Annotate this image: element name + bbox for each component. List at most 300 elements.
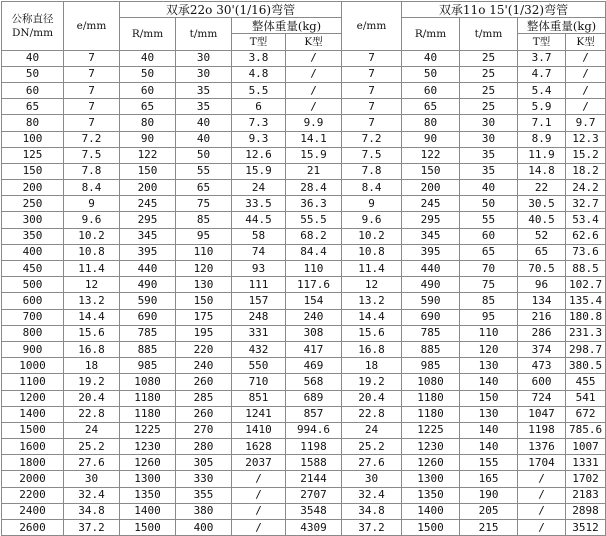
cell-weight-t-2: 134 (518, 293, 566, 309)
cell-r: 1225 (120, 422, 176, 438)
cell-weight-k-2: 9.7 (566, 115, 606, 131)
table-row (2, 374, 606, 390)
cell-weight-t-2: 70.5 (518, 261, 566, 277)
cell-weight-k: 55.5 (286, 212, 342, 228)
cell-weight-t-2: 4.7 (518, 66, 566, 82)
cell-weight-k-2: / (566, 50, 606, 66)
header-k-type-2: K型 (566, 34, 606, 50)
cell-dn: 65 (2, 99, 64, 115)
table-row (2, 471, 606, 487)
cell-t: 75 (176, 196, 232, 212)
cell-weight-k: 689 (286, 390, 342, 406)
cell-r-2: 150 (402, 163, 460, 179)
cell-r-2: 1230 (402, 439, 460, 455)
cell-t-2: 110 (460, 325, 518, 341)
cell-weight-k: 110 (286, 261, 342, 277)
cell-r: 885 (120, 341, 176, 357)
cell-dn: 1100 (2, 374, 64, 390)
header-t-mm: t/mm (176, 18, 232, 50)
cell-weight-t-2: / (518, 520, 566, 536)
cell-e: 34.8 (64, 503, 120, 519)
cell-dn: 1500 (2, 422, 64, 438)
cell-e-2: 7 (342, 50, 402, 66)
cell-dn: 2600 (2, 520, 64, 536)
header-e-mm-2: e/mm (342, 2, 402, 51)
cell-r-2: 1180 (402, 406, 460, 422)
cell-r-2: 295 (402, 212, 460, 228)
cell-weight-k-2: / (566, 99, 606, 115)
cell-t: 40 (176, 131, 232, 147)
table-row (2, 520, 606, 536)
cell-e: 7 (64, 82, 120, 98)
cell-weight-k: / (286, 82, 342, 98)
cell-weight-k-2: 73.6 (566, 244, 606, 260)
cell-e-2: 13.2 (342, 293, 402, 309)
table-row (2, 277, 606, 293)
table-row (2, 261, 606, 277)
cell-r: 80 (120, 115, 176, 131)
cell-dn: 1400 (2, 406, 64, 422)
cell-r-2: 1500 (402, 520, 460, 536)
cell-e-2: 12 (342, 277, 402, 293)
cell-t: 65 (176, 180, 232, 196)
cell-r: 40 (120, 50, 176, 66)
cell-t-2: 35 (460, 147, 518, 163)
table-row (2, 309, 606, 325)
cell-weight-t-2: 5.4 (518, 82, 566, 98)
cell-dn: 100 (2, 131, 64, 147)
cell-weight-k-2: 62.6 (566, 228, 606, 244)
cell-weight-k-2: 541 (566, 390, 606, 406)
cell-weight-t-2: 3.7 (518, 50, 566, 66)
cell-weight-t-2: 96 (518, 277, 566, 293)
cell-r: 1180 (120, 406, 176, 422)
cell-dn: 700 (2, 309, 64, 325)
cell-weight-t: 432 (232, 341, 286, 357)
cell-r-2: 1080 (402, 374, 460, 390)
cell-weight-k: / (286, 99, 342, 115)
table-row (2, 422, 606, 438)
cell-e-2: 7.2 (342, 131, 402, 147)
cell-dn: 350 (2, 228, 64, 244)
cell-weight-t: 7.3 (232, 115, 286, 131)
cell-e: 7 (64, 115, 120, 131)
cell-weight-t-2: 5.9 (518, 99, 566, 115)
cell-r-2: 785 (402, 325, 460, 341)
cell-weight-t: 4.8 (232, 66, 286, 82)
cell-r-2: 90 (402, 131, 460, 147)
cell-weight-k-2: 102.7 (566, 277, 606, 293)
cell-weight-t: 1628 (232, 439, 286, 455)
header-e-mm: e/mm (64, 2, 120, 51)
bend-pipe-spec-table (1, 1, 606, 536)
cell-e: 8.4 (64, 180, 120, 196)
cell-e-2: 14.4 (342, 309, 402, 325)
cell-weight-t-2: 11.9 (518, 147, 566, 163)
cell-weight-t-2: 8.9 (518, 131, 566, 147)
header-group-2: 双承11o 15'(1/32)弯管 (402, 2, 606, 18)
cell-dn: 450 (2, 261, 64, 277)
cell-t-2: 35 (460, 163, 518, 179)
cell-t: 40 (176, 115, 232, 131)
cell-r: 122 (120, 147, 176, 163)
cell-r: 150 (120, 163, 176, 179)
cell-r-2: 65 (402, 99, 460, 115)
cell-dn: 400 (2, 244, 64, 260)
cell-e: 12 (64, 277, 120, 293)
cell-weight-k-2: 298.7 (566, 341, 606, 357)
header-t-mm-2: t/mm (460, 18, 518, 50)
table-row (2, 196, 606, 212)
cell-e-2: 34.8 (342, 503, 402, 519)
cell-weight-t: 111 (232, 277, 286, 293)
cell-t-2: 60 (460, 228, 518, 244)
cell-weight-k-2: 18.2 (566, 163, 606, 179)
cell-t-2: 65 (460, 244, 518, 260)
cell-weight-t: 44.5 (232, 212, 286, 228)
cell-weight-k: 568 (286, 374, 342, 390)
cell-r-2: 1350 (402, 487, 460, 503)
cell-weight-k: 68.2 (286, 228, 342, 244)
cell-t: 175 (176, 309, 232, 325)
cell-weight-t-2: / (518, 487, 566, 503)
cell-weight-k-2: 455 (566, 374, 606, 390)
cell-r: 785 (120, 325, 176, 341)
cell-weight-t-2: 1704 (518, 455, 566, 471)
cell-weight-t: 12.6 (232, 147, 286, 163)
cell-weight-k: 1588 (286, 455, 342, 471)
cell-t-2: 130 (460, 406, 518, 422)
cell-t: 330 (176, 471, 232, 487)
cell-dn: 200 (2, 180, 64, 196)
cell-e: 14.4 (64, 309, 120, 325)
cell-t: 120 (176, 261, 232, 277)
cell-r: 345 (120, 228, 176, 244)
cell-weight-t-2: 286 (518, 325, 566, 341)
cell-weight-t: 331 (232, 325, 286, 341)
cell-r-2: 122 (402, 147, 460, 163)
cell-t-2: 165 (460, 471, 518, 487)
table-row (2, 439, 606, 455)
cell-e-2: 30 (342, 471, 402, 487)
cell-r: 200 (120, 180, 176, 196)
table-row (2, 293, 606, 309)
cell-r: 1400 (120, 503, 176, 519)
cell-e: 15.6 (64, 325, 120, 341)
cell-r-2: 50 (402, 66, 460, 82)
cell-t: 285 (176, 390, 232, 406)
cell-weight-t: 550 (232, 358, 286, 374)
cell-weight-k: 117.6 (286, 277, 342, 293)
cell-r: 1260 (120, 455, 176, 471)
cell-weight-t-2: 600 (518, 374, 566, 390)
cell-e-2: 20.4 (342, 390, 402, 406)
cell-dn: 600 (2, 293, 64, 309)
table-row (2, 487, 606, 503)
cell-r-2: 985 (402, 358, 460, 374)
cell-r: 50 (120, 66, 176, 82)
cell-e: 16.8 (64, 341, 120, 357)
cell-weight-k-2: 53.4 (566, 212, 606, 228)
cell-weight-t: / (232, 471, 286, 487)
cell-e: 7 (64, 66, 120, 82)
cell-weight-t-2: 1047 (518, 406, 566, 422)
cell-t: 240 (176, 358, 232, 374)
table-row (2, 115, 606, 131)
cell-weight-t: 3.8 (232, 50, 286, 66)
cell-t: 355 (176, 487, 232, 503)
cell-e: 10.8 (64, 244, 120, 260)
cell-e: 30 (64, 471, 120, 487)
cell-e: 7 (64, 50, 120, 66)
cell-t-2: 30 (460, 115, 518, 131)
cell-weight-k: 1198 (286, 439, 342, 455)
table-row (2, 82, 606, 98)
cell-weight-t-2: 14.8 (518, 163, 566, 179)
cell-e: 20.4 (64, 390, 120, 406)
cell-dn: 50 (2, 66, 64, 82)
cell-weight-t-2: / (518, 503, 566, 519)
cell-weight-k-2: 1331 (566, 455, 606, 471)
cell-e: 37.2 (64, 520, 120, 536)
cell-dn: 250 (2, 196, 64, 212)
cell-weight-t-2: 1376 (518, 439, 566, 455)
cell-e: 18 (64, 358, 120, 374)
cell-t: 130 (176, 277, 232, 293)
cell-weight-t: 15.9 (232, 163, 286, 179)
cell-e-2: 37.2 (342, 520, 402, 536)
cell-weight-t-2: 22 (518, 180, 566, 196)
cell-weight-t: 58 (232, 228, 286, 244)
cell-weight-k: 240 (286, 309, 342, 325)
header-weight-2: 整体重量(kg) (518, 18, 606, 34)
cell-weight-k: 4309 (286, 520, 342, 536)
cell-t-2: 95 (460, 309, 518, 325)
cell-dn: 125 (2, 147, 64, 163)
cell-weight-t-2: 7.1 (518, 115, 566, 131)
cell-e-2: 25.2 (342, 439, 402, 455)
cell-r-2: 40 (402, 50, 460, 66)
cell-weight-k-2: 672 (566, 406, 606, 422)
cell-r-2: 245 (402, 196, 460, 212)
cell-t-2: 85 (460, 293, 518, 309)
cell-weight-k: / (286, 66, 342, 82)
cell-weight-k: 14.1 (286, 131, 342, 147)
cell-e-2: 15.6 (342, 325, 402, 341)
table-row (2, 358, 606, 374)
cell-t: 305 (176, 455, 232, 471)
cell-weight-k-2: 2183 (566, 487, 606, 503)
cell-r: 985 (120, 358, 176, 374)
cell-dn: 60 (2, 82, 64, 98)
header-t-type: T型 (232, 34, 286, 50)
cell-e: 10.2 (64, 228, 120, 244)
cell-e-2: 27.6 (342, 455, 402, 471)
cell-e-2: 7.5 (342, 147, 402, 163)
header-t-type-2: T型 (518, 34, 566, 50)
cell-t-2: 25 (460, 99, 518, 115)
cell-weight-t: / (232, 487, 286, 503)
cell-e-2: 32.4 (342, 487, 402, 503)
cell-r: 590 (120, 293, 176, 309)
cell-r-2: 1180 (402, 390, 460, 406)
cell-r: 245 (120, 196, 176, 212)
header-group-1: 双承22o 30'(1/16)弯管 (120, 2, 342, 18)
cell-r-2: 200 (402, 180, 460, 196)
cell-t: 380 (176, 503, 232, 519)
cell-r-2: 490 (402, 277, 460, 293)
cell-weight-k: 9.9 (286, 115, 342, 131)
cell-weight-k: 28.4 (286, 180, 342, 196)
cell-t-2: 75 (460, 277, 518, 293)
cell-weight-t: 2037 (232, 455, 286, 471)
cell-weight-t-2: 40.5 (518, 212, 566, 228)
cell-t-2: 140 (460, 439, 518, 455)
cell-weight-k: 15.9 (286, 147, 342, 163)
cell-weight-k-2: 3512 (566, 520, 606, 536)
cell-weight-k: 154 (286, 293, 342, 309)
table-row (2, 341, 606, 357)
table-row (2, 325, 606, 341)
cell-t: 95 (176, 228, 232, 244)
cell-e-2: 7.8 (342, 163, 402, 179)
cell-e-2: 10.8 (342, 244, 402, 260)
table-row (2, 99, 606, 115)
cell-e: 7.2 (64, 131, 120, 147)
cell-e-2: 7 (342, 66, 402, 82)
cell-e-2: 24 (342, 422, 402, 438)
cell-weight-t: 5.5 (232, 82, 286, 98)
table-row (2, 66, 606, 82)
cell-e: 9 (64, 196, 120, 212)
header-r-mm: R/mm (120, 18, 176, 50)
cell-weight-k: 857 (286, 406, 342, 422)
cell-r: 1350 (120, 487, 176, 503)
table-row (2, 455, 606, 471)
table-row (2, 50, 606, 66)
cell-weight-t-2: 724 (518, 390, 566, 406)
cell-r: 65 (120, 99, 176, 115)
cell-e-2: 9 (342, 196, 402, 212)
cell-t-2: 25 (460, 50, 518, 66)
cell-weight-k: 2707 (286, 487, 342, 503)
cell-e: 9.6 (64, 212, 120, 228)
header-row-1 (2, 2, 606, 18)
cell-e: 25.2 (64, 439, 120, 455)
cell-e-2: 8.4 (342, 180, 402, 196)
cell-t-2: 30 (460, 131, 518, 147)
cell-e: 7.5 (64, 147, 120, 163)
cell-weight-k: 3548 (286, 503, 342, 519)
cell-dn: 2000 (2, 471, 64, 487)
cell-weight-k-2: 785.6 (566, 422, 606, 438)
cell-r-2: 1225 (402, 422, 460, 438)
cell-weight-t-2: 216 (518, 309, 566, 325)
cell-r-2: 345 (402, 228, 460, 244)
cell-weight-t-2: 374 (518, 341, 566, 357)
cell-t-2: 130 (460, 358, 518, 374)
cell-weight-k: 994.6 (286, 422, 342, 438)
cell-dn: 800 (2, 325, 64, 341)
cell-t: 280 (176, 439, 232, 455)
table-row (2, 390, 606, 406)
cell-t: 260 (176, 406, 232, 422)
cell-dn: 1600 (2, 439, 64, 455)
cell-r: 1500 (120, 520, 176, 536)
cell-r-2: 440 (402, 261, 460, 277)
cell-weight-t: 1241 (232, 406, 286, 422)
cell-weight-k-2: 24.2 (566, 180, 606, 196)
header-nominal-diameter-line1: 公称直径 (11, 12, 54, 25)
cell-weight-k: 21 (286, 163, 342, 179)
cell-e-2: 7 (342, 115, 402, 131)
cell-t: 50 (176, 147, 232, 163)
cell-weight-k-2: / (566, 66, 606, 82)
cell-weight-k-2: 88.5 (566, 261, 606, 277)
cell-r-2: 395 (402, 244, 460, 260)
cell-t-2: 40 (460, 180, 518, 196)
cell-weight-t: / (232, 520, 286, 536)
cell-weight-k: 84.4 (286, 244, 342, 260)
cell-t-2: 25 (460, 82, 518, 98)
header-nominal-diameter (2, 2, 64, 51)
table-row (2, 147, 606, 163)
cell-t: 30 (176, 50, 232, 66)
cell-weight-k-2: 380.5 (566, 358, 606, 374)
cell-t-2: 155 (460, 455, 518, 471)
cell-dn: 150 (2, 163, 64, 179)
cell-t: 30 (176, 66, 232, 82)
cell-t-2: 140 (460, 374, 518, 390)
cell-weight-t: 9.3 (232, 131, 286, 147)
cell-weight-k: 36.3 (286, 196, 342, 212)
cell-weight-t: 74 (232, 244, 286, 260)
cell-e-2: 11.4 (342, 261, 402, 277)
table-row (2, 180, 606, 196)
cell-weight-t: 33.5 (232, 196, 286, 212)
cell-t-2: 55 (460, 212, 518, 228)
cell-weight-k-2: 15.2 (566, 147, 606, 163)
cell-weight-t: 248 (232, 309, 286, 325)
cell-e-2: 18 (342, 358, 402, 374)
cell-weight-k-2: / (566, 82, 606, 98)
cell-t: 270 (176, 422, 232, 438)
cell-r: 295 (120, 212, 176, 228)
cell-weight-k: 308 (286, 325, 342, 341)
cell-dn: 2200 (2, 487, 64, 503)
cell-dn: 40 (2, 50, 64, 66)
cell-t-2: 25 (460, 66, 518, 82)
header-weight: 整体重量(kg) (232, 18, 342, 34)
cell-dn: 2400 (2, 503, 64, 519)
cell-weight-k-2: 231.3 (566, 325, 606, 341)
cell-t-2: 120 (460, 341, 518, 357)
table-body (2, 50, 606, 536)
cell-r-2: 1300 (402, 471, 460, 487)
header-nominal-diameter-line2: DN/mm (11, 26, 54, 39)
cell-weight-t: / (232, 503, 286, 519)
cell-r: 1230 (120, 439, 176, 455)
cell-weight-t-2: / (518, 471, 566, 487)
cell-e: 27.6 (64, 455, 120, 471)
header-k-type: K型 (286, 34, 342, 50)
cell-weight-t: 6 (232, 99, 286, 115)
cell-r: 690 (120, 309, 176, 325)
cell-r-2: 690 (402, 309, 460, 325)
cell-weight-t-2: 1198 (518, 422, 566, 438)
table-row (2, 131, 606, 147)
cell-dn: 300 (2, 212, 64, 228)
